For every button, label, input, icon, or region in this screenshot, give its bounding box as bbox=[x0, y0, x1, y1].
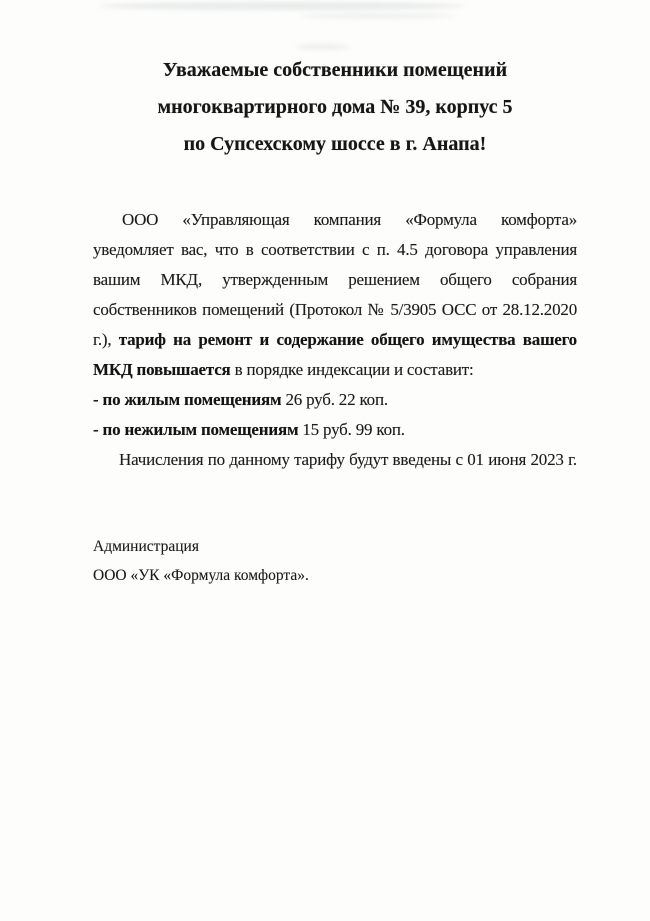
signature-block bbox=[93, 532, 577, 590]
signature-line-company: ООО «УК «Формула комфорта». bbox=[93, 567, 309, 584]
notice-heading bbox=[93, 52, 577, 163]
tariff-nonresidential-line bbox=[93, 415, 577, 445]
heading-line-3: по Супсехскому шоссе в г. Анапа! bbox=[183, 133, 487, 155]
body-line-raise-regular: в порядке индексации и составит: bbox=[230, 360, 474, 379]
body-line-mkd: вашим МКД, утвержденным решением общего собрания bbox=[93, 270, 577, 289]
bleed-through-artifact bbox=[100, 2, 465, 10]
effective-date-line: Начисления по данному тарифу будут введены с 01 июня 2023 г. bbox=[119, 450, 577, 469]
notice-body bbox=[93, 205, 577, 475]
body-line-tariff-intro-bold: тариф на ремонт и содержание общего имущества вашего bbox=[118, 330, 577, 349]
body-line-tariff-intro-regular: г.), bbox=[93, 330, 119, 349]
tariff-nonresidential-label: - по нежилым помещениям bbox=[93, 420, 299, 439]
heading-line-2: многоквартирного дома № 39, корпус 5 bbox=[157, 96, 513, 118]
body-line-company: ООО «Управляющая компания «Формула комфорта» bbox=[122, 210, 577, 229]
tariff-residential-line bbox=[93, 385, 577, 415]
bleed-through-artifact bbox=[300, 13, 455, 19]
body-line-raise-bold: МКД повышается bbox=[93, 360, 231, 379]
body-line-raise bbox=[93, 355, 577, 385]
signature-line-administration: Администрация bbox=[93, 538, 199, 555]
tariff-residential-label: - по жилым помещениям bbox=[93, 390, 282, 409]
body-line-protocol: собственников помещений (Протокол № 5/3905 ОСС от 28.12.2020 bbox=[93, 300, 577, 319]
tariff-nonresidential-value: 15 руб. 99 коп. bbox=[298, 420, 405, 439]
body-line-notify: уведомляет вас, что в соответствии с п. 4.5 договора управления bbox=[93, 240, 577, 259]
bleed-through-artifact bbox=[296, 44, 350, 50]
body-line-tariff-intro bbox=[93, 325, 577, 355]
tariff-residential-value: 26 руб. 22 коп. bbox=[281, 390, 388, 409]
heading-line-1: Уважаемые собственники помещений bbox=[162, 59, 508, 81]
